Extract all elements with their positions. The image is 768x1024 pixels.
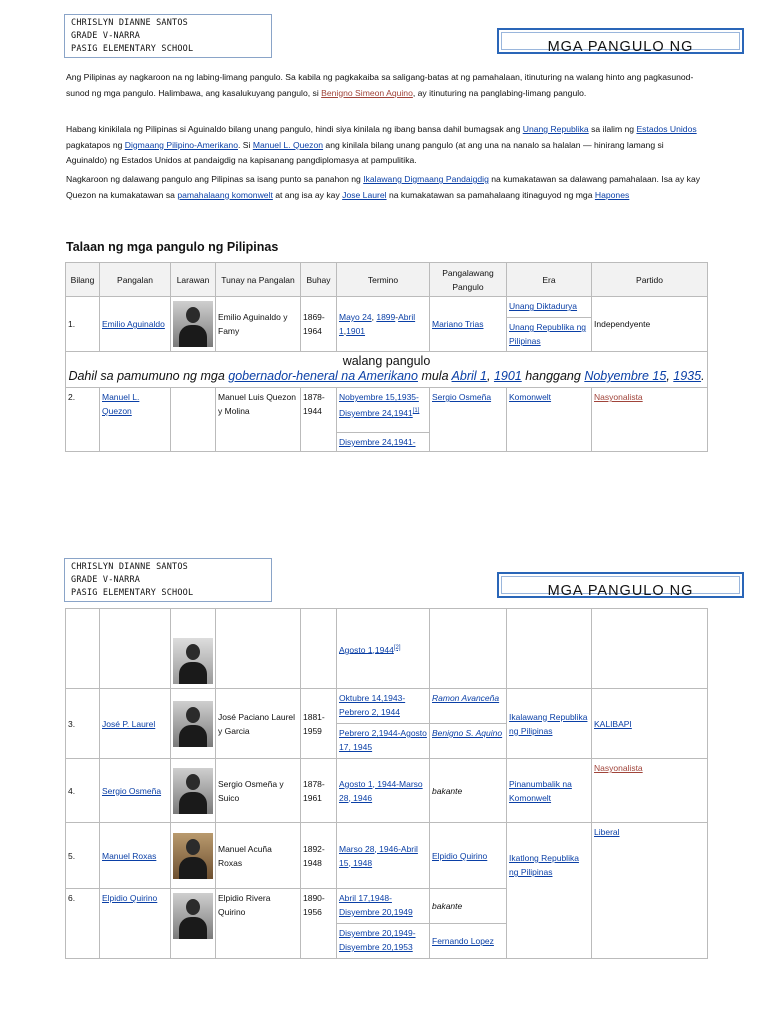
col-pangalan: Pangalan: [100, 263, 171, 297]
link-estados-unidos[interactable]: Estados Unidos: [636, 124, 697, 134]
author-box: [64, 14, 272, 58]
row4-vp: bakante: [430, 759, 507, 823]
col-bilang: Bilang: [66, 263, 100, 297]
link-jose-laurel[interactable]: Jose Laurel: [342, 189, 387, 200]
link-digmaang-pilipino-amerikano[interactable]: Digmaang Pilipino-Amerikano: [124, 139, 238, 150]
row2-era-link[interactable]: Komonwelt: [509, 392, 552, 402]
row3-party-link[interactable]: KALIBAPI: [594, 718, 632, 729]
author-grade-2: GRADE V-NARRA: [71, 575, 141, 585]
row6-real-name: Elpidio Rivera Quirino: [216, 889, 301, 959]
row3-term1-link[interactable]: Oktubre 14,1943-Pebrero 2, 1944: [339, 693, 406, 717]
link-nobyembre-15[interactable]: Nobyembre 15: [584, 369, 667, 383]
presidents-table-continued: [65, 608, 708, 959]
col-era: Era: [507, 263, 592, 297]
portrait-aguinaldo[interactable]: [173, 301, 213, 347]
portrait-roxas[interactable]: [173, 833, 213, 879]
row4-name-link[interactable]: Sergio Osmeña: [102, 785, 162, 796]
row4-era-link[interactable]: Pinanumbalik na Komonwelt: [509, 778, 572, 803]
link-mayo-24[interactable]: Mayo 24: [339, 312, 372, 322]
page-title-2: MGA PANGULO NG: [547, 583, 694, 598]
row2-real-name: Manuel Luis Quezon y Molina: [216, 388, 301, 452]
table-row: [66, 689, 708, 724]
row3-life: 1881-1959: [301, 689, 337, 759]
link-walang-abril-1[interactable]: Abril 1: [451, 369, 487, 383]
col-larawan: Larawan: [171, 263, 216, 297]
intro-paragraph-1: Ang Pilipinas ay nagkaroon na ng labing-limang pangulo. Sa kabila ng pagkakaiba sa saligang-batas at ng pamahalaan, itinuturing na walang hinto ang pagkasunod-sunod ng mga pangulo. Halimbawa, ang kasalukuyang pangulo, si Benigno Simeon Aquino, ay itinuturing na panglabing-limang pangulo.: [66, 72, 694, 98]
row6-life: 1890-1956: [301, 889, 337, 959]
author-box-2: [64, 558, 272, 602]
row4-party-link[interactable]: Nasyonalista: [594, 763, 643, 773]
link-manuel-quezon[interactable]: Manuel L. Quezon: [252, 139, 324, 150]
author-grade: GRADE V-NARRA: [71, 31, 141, 41]
link-ikalawang-digmaan[interactable]: Ikalawang Digmaang Pandaigdig: [363, 174, 489, 184]
table-row: [66, 759, 708, 823]
row3-name-link[interactable]: José P. Laurel: [102, 718, 156, 729]
row2-vp-link[interactable]: Sergio Osmeña: [432, 392, 492, 402]
col-partido: Partido: [592, 263, 708, 297]
row6-name-link[interactable]: Elpidio Quirino: [102, 893, 158, 903]
row3-era-link[interactable]: Ikalawang Republika ng Pilipinas: [509, 711, 588, 736]
row2-term2-link[interactable]: Disyembre 24,1941-: [339, 437, 416, 447]
link-gobernador-heneral[interactable]: gobernador-heneral na Amerikano: [228, 369, 418, 383]
row5-party-link[interactable]: Liberal: [594, 827, 620, 837]
row3-num: 3.: [66, 689, 100, 759]
table-header-row: [66, 263, 708, 297]
row2-party-link[interactable]: Nasyonalista: [594, 392, 643, 402]
row2-name-link[interactable]: Manuel L. Quezon: [102, 392, 140, 416]
row2-life: 1878-1944: [301, 388, 337, 452]
presidents-table: [65, 262, 708, 452]
link-benigno-aquino[interactable]: Benigno Simeon Aquino: [321, 87, 413, 98]
col-pangalawang: Pangalawang Pangulo: [430, 263, 507, 297]
portrait-quirino[interactable]: [173, 893, 213, 939]
row4-num: 4.: [66, 759, 100, 823]
row5-name-link[interactable]: Manuel Roxas: [102, 850, 157, 861]
row1-life: 1869-1964: [301, 297, 337, 352]
page-title: MGA PANGULO NG: [547, 39, 694, 54]
row4-term-link[interactable]: Agosto 1, 1944-Marso 28, 1946: [339, 778, 423, 803]
author-name-2: CHRISLYN DIANNE SANTOS: [71, 562, 188, 572]
walang-pangulo-desc: Dahil sa pamumuno ng mga gobernador-heneral na Amerikano mula Abril 1, 1901 hanggang Nobyembre 15, 1935.: [68, 369, 705, 383]
table-row: [66, 823, 708, 889]
row2-term1-link[interactable]: Nobyembre 15,1935-Disyembre 24,1941: [339, 392, 419, 418]
page-title-box-2: [497, 572, 744, 598]
table-heading: Talaan ng mga pangulo ng Pilipinas: [66, 240, 279, 254]
row5-num: 5.: [66, 823, 100, 889]
walang-pangulo-title: walang pangulo: [342, 354, 431, 368]
link-1935[interactable]: 1935: [673, 369, 702, 383]
table-row: [66, 388, 708, 433]
row1-era1-link[interactable]: Unang Diktadurya: [509, 301, 578, 311]
row6-vp2-link[interactable]: Fernando Lopez: [432, 936, 494, 946]
row3-term2-link[interactable]: Pebrero 2,1944-Agosto 17, 1945: [339, 728, 427, 752]
row3-real-name: José Paciano Laurel y Garcia: [216, 689, 301, 759]
portrait-osmena[interactable]: [173, 768, 213, 814]
table-row-continuation: [66, 609, 708, 689]
page-title-box: [497, 28, 744, 54]
author-school-2: PASIG ELEMENTARY SCHOOL: [71, 588, 194, 598]
row5-vp-link[interactable]: Elpidio Quirino: [432, 850, 488, 861]
row6-term1-link[interactable]: Abril 17,1948-Disyembre 20,1949: [339, 893, 413, 917]
row1-term: Mayo 24, 1899-Abril 1,1901: [337, 297, 430, 352]
footnote-2[interactable]: [2]: [393, 644, 401, 651]
link-abril-1[interactable]: Abril 1: [339, 312, 416, 336]
row2-num: 2.: [66, 388, 100, 452]
row3-vp1-link[interactable]: Ramon Avanceña: [432, 693, 500, 703]
row1-vp-link[interactable]: Mariano Trias: [432, 319, 484, 329]
row6-vp1: bakante: [430, 889, 507, 924]
intro-paragraph-3: Nagkaroon ng dalawang pangulo ang Pilipinas sa isang punto sa panahon ng Ikalawang Digmaang Pandaigdig na kumakatawan sa dalawang pamahalaan. Isa ay kay Quezon na kumakatawan sa pamahalaang komonwelt at ang isa ay kay Jose Laurel na kumakatawan sa pamahalaang itinaguyod ng mga Hapones: [66, 174, 701, 200]
row4-life: 1878-1961: [301, 759, 337, 823]
row6-num: 6.: [66, 889, 100, 959]
link-1901[interactable]: 1901: [346, 326, 366, 336]
link-hapones[interactable]: Hapones: [594, 189, 630, 200]
row1-num: 1.: [66, 297, 100, 352]
link-walang-1901[interactable]: 1901: [493, 369, 522, 383]
row6-term2-link[interactable]: Disyembre 20,1949-Disyembre 20,1953: [339, 928, 416, 952]
table-row: [66, 297, 708, 318]
col-termino: Termino: [337, 263, 430, 297]
row1-name-link[interactable]: Emilio Aguinaldo: [102, 319, 165, 329]
row3-vp2-link[interactable]: Benigno S. Aquino: [432, 728, 503, 738]
row5-term-link[interactable]: Marso 28, 1946-Abril 15, 1948: [339, 843, 418, 868]
intro-paragraph-2: Habang kinikilala ng Pilipinas si Aguinaldo bilang unang pangulo, hindi siya kinilala ng ibang bansa dahil bumagsak ang Unang Republika sa ilalim ng Estados Unidos pagkatapos ng Digmaang Pilipino-Amerikano. Si Manuel L. Quezon ang kinilala bilang unang pangulo (at ang una na nanalo sa halalan — hinirang lamang si Aguinaldo) ng Estados Unidos at pandaigdig na kapisanang pangdiplomasya at pampulitika.: [66, 124, 697, 165]
author-school: PASIG ELEMENTARY SCHOOL: [71, 44, 194, 54]
link-unang-republika[interactable]: Unang Republika: [522, 124, 589, 134]
row1-party: Independyente: [592, 297, 708, 352]
row1-era2-link[interactable]: Unang Republika ng Pilipinas: [509, 322, 587, 346]
row5-life: 1892-1948: [301, 823, 337, 889]
cont-term-link[interactable]: Agosto 1,1944: [339, 644, 394, 655]
row4-real-name: Sergio Osmeña y Suico: [216, 759, 301, 823]
col-buhay: Buhay: [301, 263, 337, 297]
row5-era-link[interactable]: Ikatlong Republika ng Pilipinas: [509, 853, 579, 877]
footnote-1[interactable]: [1]: [412, 408, 420, 414]
col-tunay: Tunay na Pangalan: [216, 263, 301, 297]
link-1899[interactable]: 1899: [376, 312, 396, 322]
author-name: CHRISLYN DIANNE SANTOS: [71, 18, 188, 28]
portrait-laurel[interactable]: [173, 701, 213, 747]
row5-real-name: Manuel Acuña Roxas: [216, 823, 301, 889]
portrait-quezon[interactable]: [173, 638, 213, 684]
link-pamahalaang-komonwelt[interactable]: pamahalaang komonwelt: [177, 189, 273, 200]
walang-pangulo-row: [66, 352, 708, 388]
row1-real-name: Emilio Aguinaldo y Famy: [216, 297, 301, 352]
